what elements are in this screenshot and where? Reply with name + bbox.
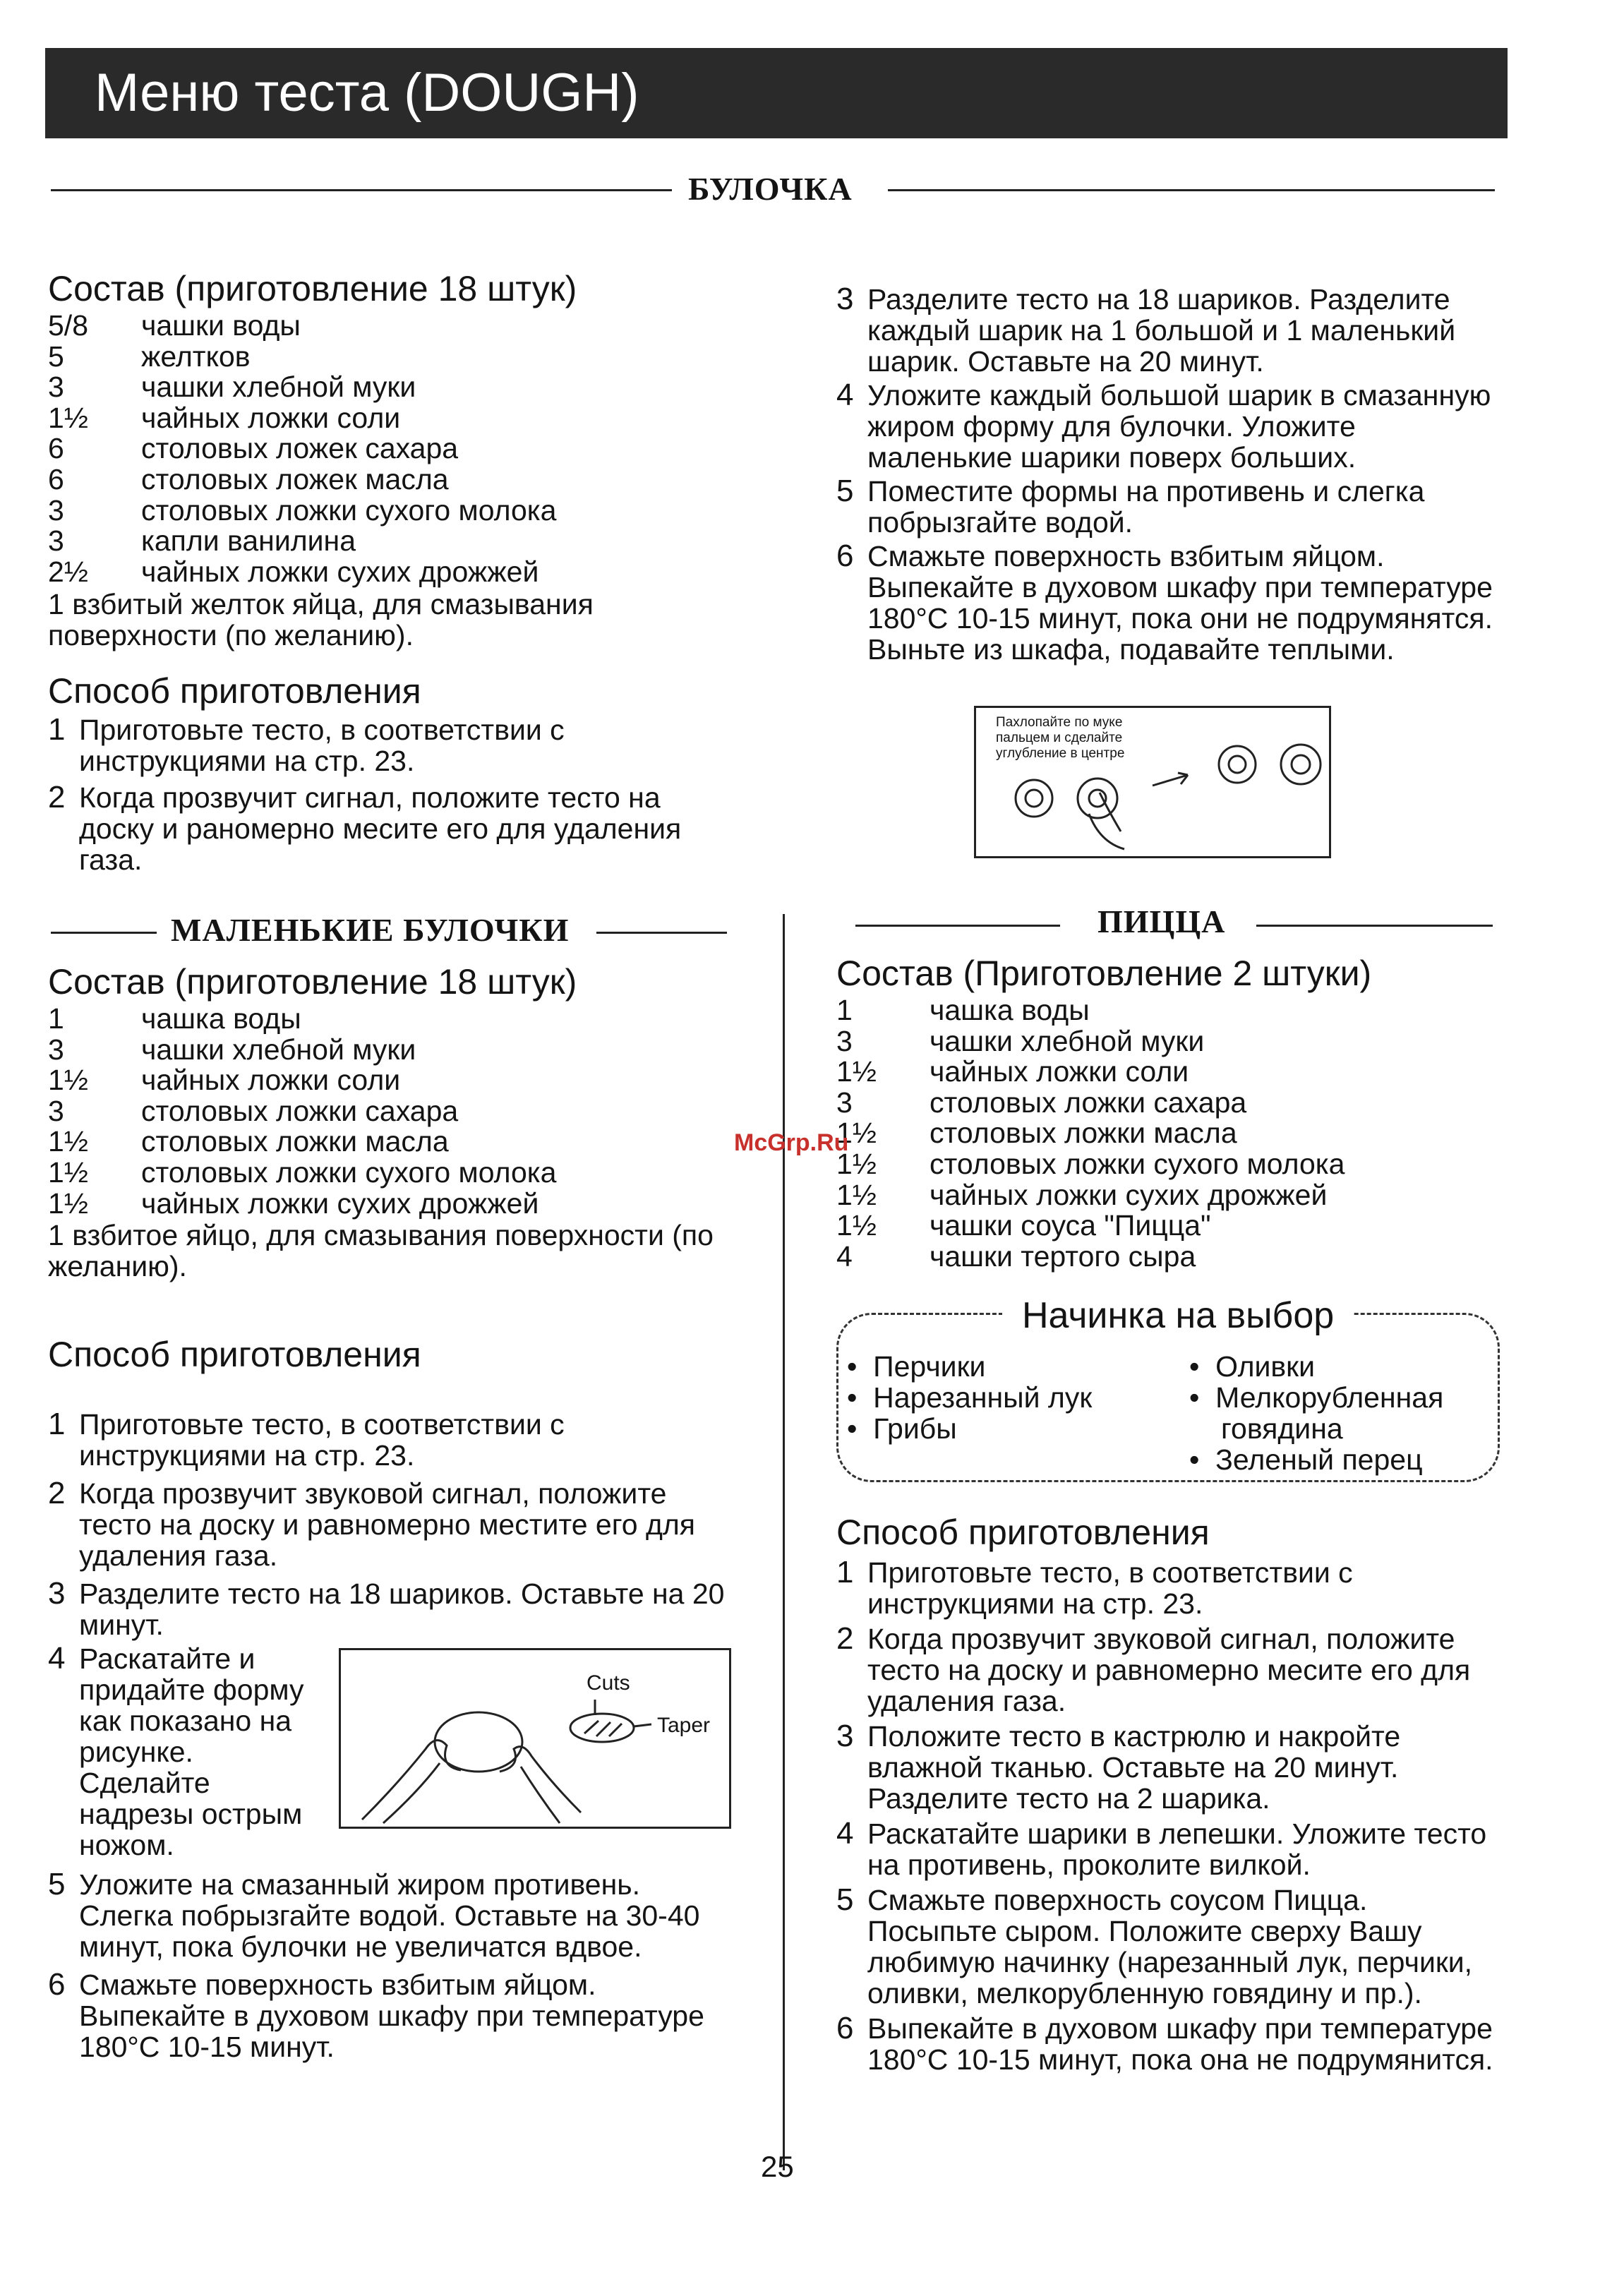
step-number: 1 (48, 1407, 66, 1441)
ingredient-text: чашка воды (141, 1002, 301, 1035)
ingredient-qty: 1½ (48, 401, 88, 434)
ingredient-row (836, 1210, 1503, 1242)
ingredient-text: столовых ложки сахара (141, 1094, 459, 1127)
ingredient-row (48, 1004, 726, 1035)
step-text: Смажьте поверхность взбитым яйцом. Выпекайте в духовом шкафу при температуре 180°С 10-15 минут, пока они не подрумянятся. Выньте из шкафа, подавайте теплыми. (867, 540, 1493, 666)
ingredient-qty: 1 (836, 994, 853, 1026)
ingredient-qty: 1½ (48, 1186, 88, 1220)
bun-ingredients-heading: Состав (приготовление 18 штук) (48, 269, 577, 308)
ingredient-text: чайных ложки сухих дрожжей (930, 1178, 1328, 1211)
ingredient-qty: 1½ (836, 1055, 877, 1088)
step-number: 4 (48, 1641, 66, 1676)
method-step (836, 1818, 1503, 1880)
small-buns-ingredients-note: 1 взбитое яйцо, для смазывания поверхности (по желанию). (48, 1219, 714, 1282)
method-step (836, 1721, 1503, 1814)
step-number: 2 (48, 1476, 66, 1510)
ingredient-text: чайных ложки соли (141, 1064, 401, 1097)
ingredient-qty: 1½ (836, 1209, 877, 1242)
ingredient-text: чашки воды (141, 309, 301, 342)
ingredient-row (48, 1186, 726, 1220)
section-title-bun: БУЛОЧКА (688, 171, 853, 207)
ingredient-row (836, 1118, 1503, 1149)
section-title-small-buns: МАЛЕНЬКИЕ БУЛОЧКИ (171, 912, 570, 948)
ingredient-row (48, 311, 726, 342)
ingredient-qty: 5 (48, 339, 64, 373)
ingredient-text: чашка воды (930, 994, 1090, 1026)
filling-item: • Грибы (847, 1412, 957, 1445)
page-title-banner (45, 48, 1508, 138)
ingredient-text: столовых ложки масла (141, 1125, 449, 1158)
step-text: Смажьте поверхность соусом Пицца. Посыпьте сыром. Положите сверху Вашу любимую начинку (нарезанный лук, перчики, оливки, мелкорубленную говядину и пр.). (867, 1884, 1473, 2009)
method-step (836, 541, 1503, 665)
divider (51, 932, 157, 934)
filling-item-cont: говядина (1221, 1412, 1343, 1445)
watermark: McGrp.Ru (734, 1129, 849, 1156)
bun-ingredients-note: 1 взбитый желток яйца, для смазывания поверхности (по желанию). (48, 588, 594, 651)
step-number: 5 (836, 474, 854, 508)
ingredient-text: столовых ложек масла (141, 462, 449, 495)
step-text: Смажьте поверхность взбитым яйцом. Выпекайте в духовом шкафу при температуре 180°С 10-15 минут. (79, 1969, 704, 2063)
ingredient-text: чайных ложки соли (141, 401, 401, 434)
step-text: Приготовьте тесто, в соответствии с инструкциями на стр. 23. (79, 1408, 565, 1472)
ingredient-row (48, 495, 726, 527)
filling-item: • Перчики (847, 1350, 986, 1383)
divider (855, 925, 1060, 927)
ingredient-qty: 1½ (48, 1064, 88, 1097)
step-text: Приготовьте тесто, в соответствии с инструкциями на стр. 23. (867, 1556, 1353, 1620)
ingredient-text: чашки хлебной муки (930, 1024, 1205, 1057)
step-text: Когда прозвучит звуковой сигнал, положите тесто на доску и равномерно месите его для удаления газа. (867, 1623, 1471, 1717)
ingredient-row (48, 557, 726, 588)
step-text: Раскатайте шарики в лепешки. Уложите тесто на противень, проколите вилкой. (867, 1817, 1487, 1881)
shaping-figure (339, 1648, 731, 1829)
step-number: 4 (836, 1816, 854, 1851)
ingredient-row (48, 1155, 726, 1189)
ingredient-qty: 3 (836, 1086, 853, 1119)
filling-item: • Зеленый перец (1189, 1443, 1423, 1476)
step-number: 3 (48, 1576, 66, 1611)
small-buns-steps-a (48, 1409, 726, 1647)
method-step (48, 1578, 726, 1640)
filling-item: • Нарезанный лук (847, 1381, 1093, 1414)
ingredient-row (48, 1065, 726, 1096)
ingredient-qty: 1½ (48, 1125, 88, 1158)
ingredient-qty: 4 (836, 1239, 853, 1273)
bun-method-heading: Способ приготовления (48, 671, 421, 711)
ingredient-row (836, 995, 1503, 1026)
ingredient-row (836, 1088, 1503, 1119)
ingredient-text: чашки хлебной муки (141, 371, 416, 404)
small-buns-ingredient-list (48, 1004, 726, 1219)
ingredient-qty: 3 (48, 371, 64, 404)
pizza-ingredients-heading: Состав (Приготовление 2 штуки) (836, 954, 1372, 993)
step-text: Уложите каждый большой шарик в смазанную жиром форму для булочки. Уложите маленькие шарики поверх больших. (867, 379, 1491, 474)
method-step (48, 1643, 330, 1861)
ingredient-row (48, 433, 726, 464)
step-number: 3 (836, 1719, 854, 1753)
step-text: Разделите тесто на 18 шариков. Разделите каждый шарик на 1 большой и 1 маленький шарик. Оставьте на 20 минут. (867, 283, 1456, 378)
step-number: 1 (48, 712, 66, 747)
ingredient-qty: 1½ (836, 1178, 877, 1211)
ingredient-qty: 1½ (836, 1147, 877, 1180)
pizza-ingredient-list (836, 995, 1503, 1272)
step-text: Положите тесто в кастрюлю и накройте влажной тканью. Оставьте на 20 минут. Разделите тесто на 2 шарика. (867, 1720, 1401, 1815)
ingredient-qty: 6 (48, 462, 64, 495)
ingredient-text: столовых ложки сахара (930, 1086, 1247, 1119)
bun-ingredient-list (48, 311, 726, 587)
divider (51, 189, 672, 191)
ingredient-text: чайных ложки сухих дрожжей (141, 555, 539, 588)
ingredient-row (48, 1096, 726, 1127)
method-step (836, 1882, 1503, 2009)
ingredient-row (836, 1057, 1503, 1088)
divider (888, 189, 1495, 191)
method-step (48, 1869, 726, 1962)
taper-label: Taper (657, 1714, 711, 1737)
step-number: 5 (836, 1882, 854, 1917)
method-step (48, 714, 726, 776)
ingredient-row (48, 1126, 726, 1158)
ingredient-qty: 3 (836, 1024, 853, 1057)
ingredient-text: столовых ложки сухого молока (930, 1147, 1345, 1180)
divider (596, 932, 727, 934)
ingredient-text: чашки тертого сыра (930, 1239, 1196, 1273)
page-title: Меню теста (DOUGH) (95, 63, 639, 123)
step-number: 5 (48, 1867, 66, 1901)
step-number: 6 (48, 1967, 66, 2002)
page-number: 25 (761, 2150, 794, 2183)
section-title-pizza: ПИЦЦА (1097, 903, 1226, 939)
pizza-steps (836, 1557, 1503, 2079)
ingredient-row (836, 1026, 1503, 1057)
ingredient-qty: 5/8 (48, 309, 88, 342)
dough-balls-illustration (976, 708, 1329, 856)
method-step (836, 380, 1503, 473)
small-buns-ingredients-heading: Состав (приготовление 18 штук) (48, 962, 577, 1002)
step-text: Уложите на смазанный жиром противень. Слегка побрызгайте водой. Оставьте на 30-40 минут, пока булочки не увеличатся вдвое. (79, 1868, 700, 1963)
ingredient-qty: 1½ (836, 1117, 877, 1150)
step-text: Когда прозвучит звуковой сигнал, положите тесто на доску и равномерно местите его для удаления газа. (79, 1477, 696, 1572)
ingredient-qty: 3 (48, 1033, 64, 1066)
cuts-label: Cuts (587, 1671, 630, 1695)
ingredient-row (48, 464, 726, 495)
ingredient-row (48, 372, 726, 403)
hands-shaping-illustration (341, 1650, 729, 1827)
ingredient-text: столовых ложек сахара (141, 432, 459, 465)
step-number: 4 (836, 378, 854, 412)
method-step (836, 1557, 1503, 1619)
ingredient-qty: 3 (48, 493, 64, 527)
small-buns-steps-b (48, 1869, 726, 2069)
ingredient-row (836, 1180, 1503, 1211)
ingredient-text: желтков (141, 339, 251, 373)
figure-caption: Пахлопайте по муке пальцем и сделайте углубление в центре (996, 715, 1125, 761)
method-step (836, 476, 1503, 538)
step-number: 1 (836, 1555, 854, 1589)
filling-item: • Оливки (1189, 1350, 1316, 1383)
step-number: 6 (836, 539, 854, 573)
ingredient-row (48, 339, 726, 373)
method-step (836, 1623, 1503, 1717)
ingredient-text: чайных ложки сухих дрожжей (141, 1186, 539, 1220)
ingredient-text: чашки хлебной муки (141, 1033, 416, 1066)
ingredient-qty: 1 (48, 1002, 64, 1035)
small-buns-step-4 (48, 1643, 330, 1861)
method-step (836, 2013, 1503, 2075)
bun-steps-right (836, 284, 1503, 668)
method-step (48, 1409, 726, 1471)
step-text: Приготовьте тесто, в соответствии с инструкциями на стр. 23. (79, 714, 565, 777)
step-number: 2 (48, 780, 66, 815)
step-text: Поместите формы на противень и слегка побрызгайте водой. (867, 475, 1425, 539)
small-buns-method-heading: Способ приготовления (48, 1335, 421, 1374)
ingredient-row (48, 403, 726, 434)
method-step (48, 782, 726, 875)
ingredient-text: столовых ложки масла (930, 1117, 1237, 1150)
ingredient-text: чайных ложки соли (930, 1055, 1189, 1088)
ingredient-row (836, 1149, 1503, 1180)
ingredient-text: столовых ложки сухого молока (141, 1155, 557, 1189)
step-text: Когда прозвучит сигнал, положите тесто на доску и раномерно месите его для удаления газа. (79, 781, 682, 876)
ingredient-qty: 6 (48, 432, 64, 465)
ingredient-qty: 2½ (48, 555, 88, 588)
divider (1256, 925, 1493, 927)
ingredient-qty: 3 (48, 1094, 64, 1127)
step-text: Раскатайте и придайте форму как показано на рисунке. Сделайте надрезы острым ножом. (79, 1642, 304, 1861)
method-step (48, 1969, 726, 2062)
ingredient-qty: 3 (48, 524, 64, 558)
bun-figure (974, 706, 1331, 858)
pizza-method-heading: Способ приготовления (836, 1513, 1210, 1552)
step-number: 3 (836, 282, 854, 316)
filling-item: • Мелкорубленная (1189, 1381, 1444, 1414)
method-step (836, 284, 1503, 377)
ingredient-text: чашки соуса "Пицца" (930, 1209, 1211, 1242)
column-divider (783, 914, 785, 2170)
ingredient-row (48, 526, 726, 557)
step-number: 2 (836, 1621, 854, 1656)
method-step (48, 1478, 726, 1571)
ingredient-text: капли ванилина (141, 524, 356, 558)
ingredient-row (836, 1239, 1503, 1273)
filling-title: Начинка на выбор (1002, 1293, 1354, 1338)
step-number: 6 (836, 2011, 854, 2045)
ingredient-text: столовых ложки сухого молока (141, 493, 557, 527)
bun-steps-left (48, 714, 726, 881)
step-text: Выпекайте в духовом шкафу при температуре 180°С 10-15 минут, пока она не подрумянится. (867, 2012, 1493, 2076)
ingredient-qty: 1½ (48, 1155, 88, 1189)
ingredient-row (48, 1035, 726, 1066)
step-text: Разделите тесто на 18 шариков. Оставьте на 20 минут. (79, 1577, 725, 1641)
